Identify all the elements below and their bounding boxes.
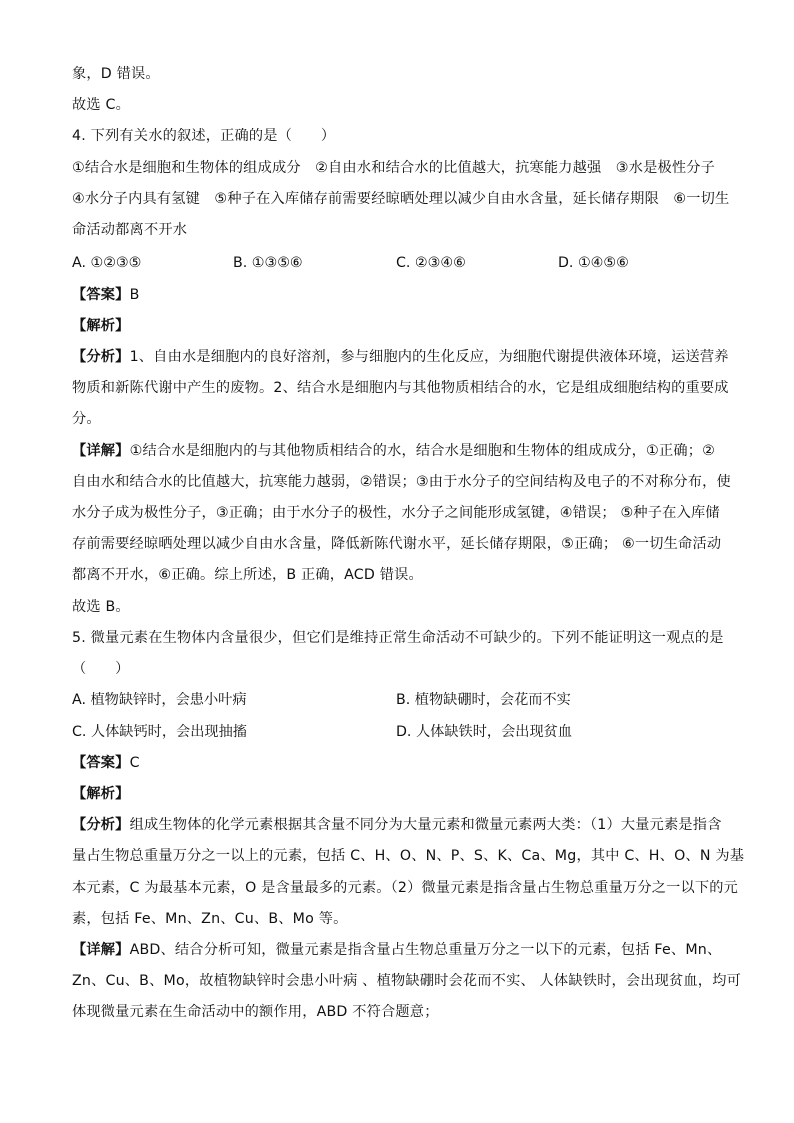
q5-stem-line2: （ ）: [72, 661, 130, 677]
q5-detail-line3: 体现微量元素在生命活动中的额作用，ABD 不符合题意；: [72, 1004, 439, 1020]
detail-title: 【详解】: [72, 443, 130, 459]
q4-items-line3: 命活动都离不开水: [72, 222, 188, 238]
analysis-title: 【分析】: [72, 817, 130, 833]
analysis-text: 1、自由水是细胞内的良好溶剂，参与细胞内的生化反应，为细胞代谢提供液体环境，运送营养: [129, 349, 729, 365]
q4-option-c: C. ②③④⑥: [396, 255, 466, 271]
q4-detail-line4: 存前需要经晾晒处理以减少自由水含量，降低新陈代谢水平，延长储存期限，⑤正确； ⑥一切生命活动: [72, 536, 722, 552]
q4-detail-line1: [72, 441, 715, 461]
q5-analysis-line1: [72, 815, 722, 835]
detail-title: 【详解】: [72, 942, 130, 958]
detail-text: ABD、结合分析可知，微量元素是指含量占生物总重量万分之一以下的元素，包括 Fe、Mn、: [129, 942, 722, 958]
q5-analysis-line2: 量占生物总重量万分之一以上的元素，包括 C、H、O、N、P、S、K、Ca、Mg，其中 C、H、O、N 为基: [72, 848, 745, 864]
q5-option-a: A. 植物缺锌时，会患小叶病: [72, 692, 247, 708]
q4-option-d: D. ①④⑤⑥: [558, 255, 629, 271]
q4-stem: 4. 下列有关水的叙述，正确的是（ ）: [72, 128, 336, 144]
q4-items-line1: ①结合水是细胞和生物体的组成成分 ②自由水和结合水的比值越大，抗寒能力越强 ③水是极性分子: [72, 160, 716, 176]
q4-detail-line5: 都离不开水，⑥正确。综上所述，B 正确，ACD 错误。: [72, 567, 423, 583]
q4-analysis-line1: [72, 347, 729, 367]
q4-option-a: A. ①②③⑤: [72, 255, 142, 271]
q4-items-line2: ④水分子内具有氢键 ⑤种子在入库储存前需要经晾晒处理以减少自由水含量，延长储存期限 ⑥一切生: [72, 191, 730, 207]
q5-option-c: C. 人体缺钙时，会出现抽搐: [72, 724, 247, 740]
analysis-title: 【分析】: [72, 349, 130, 365]
analysis-tag: 【解析】: [72, 318, 130, 334]
q4-answer: [72, 285, 140, 305]
answer-tag: 【答案】: [72, 755, 130, 771]
q5-detail-line2: Zn、Cu、B、Mo，故植物缺锌时会患小叶病 、植物缺硼时会花而不实、 人体缺铁时，会出现贫血，均可: [72, 973, 741, 989]
q4-choice: 故选 B。: [72, 599, 130, 615]
analysis-tag: 【解析】: [72, 786, 130, 802]
q4-option-b: B. ①③⑤⑥: [233, 255, 303, 271]
q4-analysis-line3: 分。: [72, 411, 101, 427]
q5-option-d: D. 人体缺铁时，会出现贫血: [396, 724, 573, 740]
answer-value: B: [129, 287, 140, 303]
q3-tail-line: 象，D 错误。: [72, 66, 160, 82]
q5-analysis-tag: [72, 784, 130, 804]
q5-option-b: B. 植物缺硼时，会花而不实: [396, 692, 571, 708]
q4-detail-line3: 水分子成为极性分子，③正确；由于水分子的极性，水分子之间能形成氢键，④错误； ⑤种子在入库储: [72, 505, 720, 521]
q4-detail-line2: 自由水和结合水的比值越大，抗寒能力越弱，②错误；③由于水分子的空间结构及电子的不对称分布，使: [72, 474, 731, 490]
q5-answer: [72, 753, 140, 773]
q5-detail-line1: [72, 940, 721, 960]
analysis-text: 组成生物体的化学元素根据其含量不同分为大量元素和微量元素两大类：（1）大量元素是指含: [129, 817, 722, 833]
detail-text: ①结合水是细胞内的与其他物质相结合的水，结合水是细胞和生物体的组成成分，①正确；②: [129, 443, 716, 459]
q4-analysis-tag: [72, 316, 130, 336]
answer-tag: 【答案】: [72, 287, 130, 303]
q5-analysis-line3: 本元素，C 为最基本元素，O 是含量最多的元素。（2）微量元素是指含量占生物总重量万分之一以下的元: [72, 880, 739, 896]
q5-stem-line1: 5. 微量元素在生物体内含量很少，但它们是维持正常生命活动不可缺少的。下列不能证明这一观点的是: [72, 630, 724, 646]
q5-analysis-line4: 素，包括 Fe、Mn、Zn、Cu、B、Mo 等。: [72, 911, 348, 927]
q3-choice: 故选 C。: [72, 97, 130, 113]
answer-value: C: [129, 755, 140, 771]
q4-analysis-line2: 物质和新陈代谢中产生的废物。2、结合水是细胞内与其他物质相结合的水，它是组成细胞结构的重要成: [72, 380, 729, 396]
